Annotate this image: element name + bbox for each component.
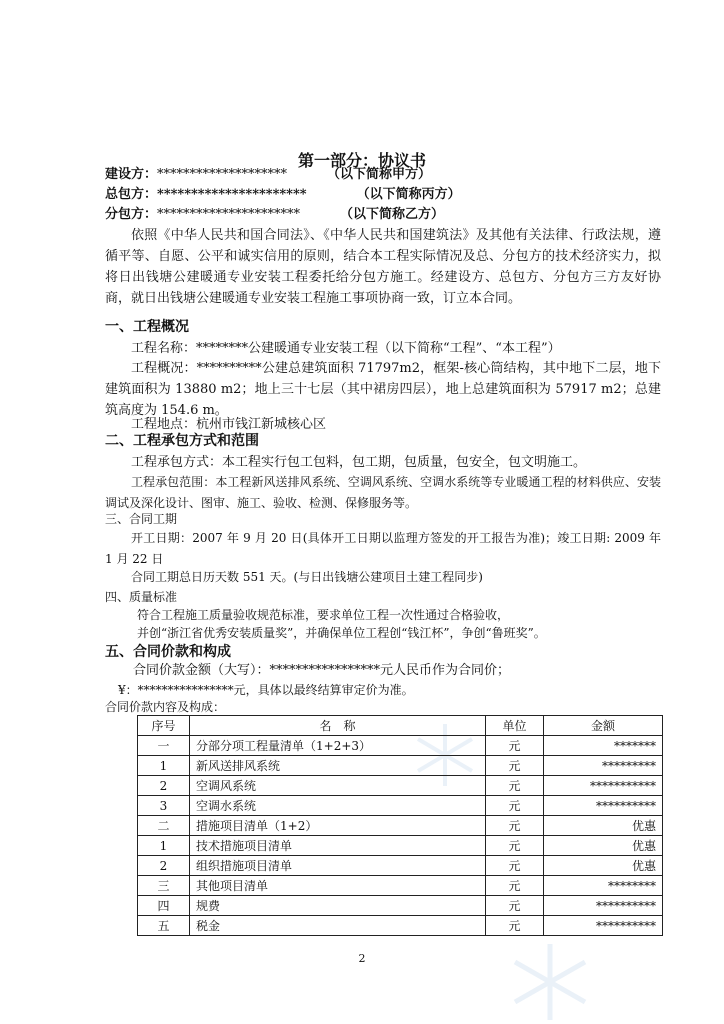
- cell-unit: 元: [486, 736, 544, 756]
- cell-amount: **********: [544, 796, 663, 816]
- project-location: 工程地点：杭州市钱江新城核心区: [131, 417, 327, 432]
- cell-no: 3: [138, 796, 190, 816]
- cell-name: 空调水系统: [190, 796, 486, 816]
- party-note: （以下简称乙方）: [340, 207, 445, 222]
- party-value: ********************: [157, 167, 288, 182]
- table-header-row: [138, 716, 663, 736]
- table-caption: 合同价款内容及构成：: [105, 700, 226, 714]
- cell-amount: ********: [544, 876, 663, 896]
- party-row-employer: [105, 166, 431, 184]
- table-row: [138, 796, 663, 816]
- cell-no: 四: [138, 896, 190, 916]
- contract-price-table: [137, 715, 663, 936]
- cell-unit: 元: [486, 776, 544, 796]
- table-row: [138, 776, 663, 796]
- section-heading: 三、合同工期: [105, 512, 178, 526]
- quality-line-2: 并创“浙江省优秀安装质量奖”，并确保单位工程创“钱江杯”，争创“鲁班奖”。: [137, 626, 546, 640]
- table-row: [138, 856, 663, 876]
- contract-mode: 工程承包方式：本工程实行包工包料，包工期，包质量，包安全，包文明施工。: [131, 455, 587, 470]
- table-row: [138, 896, 663, 916]
- col-header-no: 序号: [138, 716, 190, 736]
- cell-name: 技术措施项目清单: [190, 836, 486, 856]
- party-note: （以下简称甲方）: [327, 167, 432, 182]
- cell-no: 2: [138, 776, 190, 796]
- cell-no: 2: [138, 856, 190, 876]
- col-header-name: 名 称: [190, 716, 486, 736]
- cell-name: 规费: [190, 896, 486, 916]
- quality-line-1: 符合工程施工质量验收规范标准，要求单位工程一次性通过合格验收，: [137, 608, 510, 622]
- section-heading: 五、合同价款和构成: [105, 644, 231, 660]
- cell-unit: 元: [486, 756, 544, 776]
- party-value: **********************: [157, 187, 307, 202]
- contract-scope: 工程承包范围：本工程新风送排风系统、空调风系统、空调水系统等专业暖通工程的材料供应、安装调试及深化设计、图审、施工、验收、检测、保修服务等。: [105, 475, 661, 510]
- table-row: [138, 876, 663, 896]
- table-row: [138, 816, 663, 836]
- cell-name: 组织措施项目清单: [190, 856, 486, 876]
- project-overview: 工程概况：**********公建总建筑面积 71797m2，框架-核心筒结构，其中地下二层，地下建筑面积为 13880 m2；地上三十七层（其中裙房四层），地上总建筑面积为 57917 m2；总建筑高度为 154.6 m。: [105, 361, 661, 418]
- amount-in-words: 合同价款金额（大写）：*****************元人民币作为合同价；: [133, 663, 511, 678]
- cell-no: 二: [138, 816, 190, 836]
- cell-name: 措施项目清单（1+2）: [190, 816, 486, 836]
- section-heading: 四、质量标准: [105, 590, 178, 604]
- cell-amount: **********: [544, 896, 663, 916]
- section-heading: 一、工程概况: [105, 319, 189, 335]
- party-label: 分包方：: [105, 207, 158, 222]
- cell-amount: 优惠: [544, 816, 663, 836]
- party-row-subcontractor: [105, 206, 444, 224]
- page-number: 2: [358, 952, 366, 965]
- table-row: [138, 736, 663, 756]
- cell-unit: 元: [486, 796, 544, 816]
- cell-name: 新风送排风系统: [190, 756, 486, 776]
- party-value: **********************: [157, 207, 301, 222]
- contract-duration: 合同工期总日历天数 551 天。(与日出钱塘公建项目土建工程同步): [131, 570, 483, 584]
- party-label: 总包方：: [105, 187, 158, 202]
- cell-amount: *********: [544, 756, 663, 776]
- cell-no: 1: [138, 836, 190, 856]
- cell-name: 其他项目清单: [190, 876, 486, 896]
- cell-amount: **********: [544, 916, 663, 936]
- cell-no: 五: [138, 916, 190, 936]
- cell-no: 三: [138, 876, 190, 896]
- intro-paragraph: 依照《中华人民共和国合同法》、《中华人民共和国建筑法》及其他有关法律、行政法规，遵循平等、自愿、公平和诚实信用的原则，结合本工程实际情况及总、分包方的技术经济实力，拟将日出钱塘公建暖通专业安装工程委托给分包方施工。经建设方、总包方、分包方三方友好协商，就日出钱塘公建暖通专业安装工程施工事项协商一致，订立本合同。: [105, 228, 661, 306]
- table-row: [138, 836, 663, 856]
- cell-no: 一: [138, 736, 190, 756]
- cell-name: 分部分项工程量清单（1+2+3）: [190, 736, 486, 756]
- cell-amount: *******: [544, 736, 663, 756]
- cell-no: 1: [138, 756, 190, 776]
- cell-name: 空调风系统: [190, 776, 486, 796]
- cell-unit: 元: [486, 916, 544, 936]
- page-title: 第一部分：协议书: [297, 151, 426, 170]
- party-label: 建设方：: [105, 167, 158, 182]
- cell-unit: 元: [486, 816, 544, 836]
- col-header-amount: 金额: [544, 716, 663, 736]
- table-row: [138, 916, 663, 936]
- cell-unit: 元: [486, 876, 544, 896]
- project-name: 工程名称：********公建暖通专业安装工程（以下简称“工程”、“本工程”）: [131, 341, 561, 356]
- cell-amount: ***********: [544, 776, 663, 796]
- cell-unit: 元: [486, 896, 544, 916]
- party-note: （以下简称丙方）: [356, 187, 461, 202]
- cell-amount: 优惠: [544, 856, 663, 876]
- cell-unit: 元: [486, 856, 544, 876]
- party-row-general-contractor: [105, 186, 461, 204]
- cell-unit: 元: [486, 836, 544, 856]
- cell-name: 税金: [190, 916, 486, 936]
- amount-in-figures: ¥：****************元，具体以最终结算审定价为准。: [118, 683, 414, 697]
- table-row: [138, 756, 663, 776]
- section-heading: 二、工程承包方式和范围: [105, 433, 259, 449]
- contract-dates: 开工日期：2007 年 9 月 20 日(具体开工日期以监理方签发的开工报告为准)；竣工日期: 2009 年 1 月 22 日: [105, 531, 661, 566]
- cell-amount: 优惠: [544, 836, 663, 856]
- col-header-unit: 单位: [486, 716, 544, 736]
